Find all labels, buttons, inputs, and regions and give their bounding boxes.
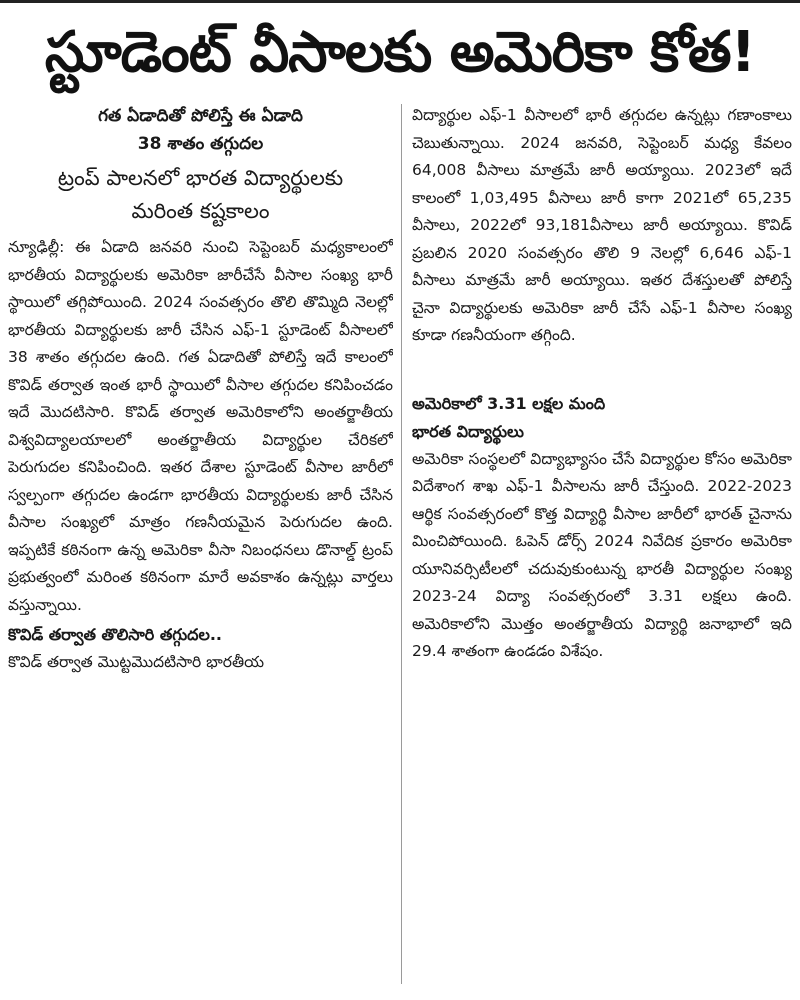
deck-line-2: 38 శాతం తగ్గుదల <box>137 134 264 154</box>
deck-line-1: గత ఏడాదితో పోలిస్తే ఈ ఏడాది <box>98 106 303 126</box>
left-column <box>8 102 393 992</box>
section-subhead-2-line-1: అమెరికాలో 3.31 లక్షల మంది <box>412 393 606 413</box>
section-subhead-2-line-2: భారత విద్యార్థులు <box>412 421 524 441</box>
deck-subtitle <box>8 162 393 228</box>
headline: స్టూడెంట్ వీసాలకు అమెరికా కోత! <box>44 20 756 85</box>
section-subhead: కొవిడ్ తర్వాత తొలిసారి తగ్గుదల.. <box>8 625 222 644</box>
deck-subtitle-line-2: మరింత కష్టకాలం <box>131 199 270 223</box>
continued-paragraph: విద్యార్థుల ఎఫ్-1 వీసాలలో భారీ తగ్గుదల ఉన్నట్లు గణాంకాలు చెబుతున్నాయి. 2024 జనవరి, సెప్టెంబర్ మధ్య కేవలం 64,008 వీసాలు మాత్రమే జారీ అయ్యాయి. 2023లో ఇదే కాలంలో 1,03,495 వీసాలు జారీ కాగా 2021లో 65,235 వీసాలు, 2022లో 93,181వీసాలు జారీ అయ్యాయి. కొవిడ్ ప్రబలిన 2020 సంవత్సరం తొలి 9 నెలల్లో 6,646 ఎఫ్-1 వీసాలు మాత్రమే జారీ అయ్యాయి. ఇతర దేశస్తులతో పోలిస్తే చైనా విద్యార్థులకు అమెరికా జారీ చేసే ఎఫ్-1 వీసాల సంఖ్య కూడా గణనీయంగా తగ్గింది. <box>412 106 792 344</box>
lead-paragraph: న్యూఢిల్లీ: ఈ ఏడాది జనవరి నుంచి సెప్టెంబర్ మధ్యకాలంలో భారతీయ విద్యార్థులకు అమెరికా జారీచేసే వీసాల సంఖ్య భారీ స్థాయిలో తగ్గిపోయింది. 2024 సంవత్సరం తొలి తొమ్మిది నెలల్లో భారతీయ విద్యార్థులకు జారీ చేసిన ఎఫ్-1 స్టూడెంట్ వీసాలలో 38 శాతం తగ్గుదల ఉంది. గత ఏడాదితో పోలిస్తే ఇదే కాలంలో కొవిడ్ తర్వాత ఇంత భారీ స్థాయిలో వీసాల తగ్గుదల కనిపించడం ఇదే మొదటిసారి. కొవిడ్ తర్వాత అమెరికాలోని అంతర్జాతీయ విశ్వవిద్యాలయాలలో అంతర్జాతీయ విద్యార్థుల చేరికలో పెరుగుదల కనిపించింది. ఇతర దేశాల స్టూడెంట్ వీసాల జారీలో స్వల్పంగా తగ్గుదల ఉండగా భారతీయ విద్యార్థులకు జారీ చేసిన వీసాల సంఖ్యలో మాత్రం గణనీయమైన పెరుగుదల ఉంది. ఇప్పటికే కఠినంగా ఉన్న అమెరికా వీసా నిబంధనలు డొనాల్డ్ ట్రంప్ ప్రభుత్వంలో మరింత కఠినంగా మారే అవకాశం ఉన్నట్లు వార్తలు వస్తున్నాయి. <box>8 238 393 614</box>
section-subhead-2 <box>412 390 792 446</box>
section-paragraph-2: అమెరికా సంస్థలలో విద్యాభ్యాసం చేసే విద్యార్థుల కోసం అమెరికా విదేశాంగ శాఖ ఎఫ్-1 వీసాలను జారీ చేస్తుంది. 2022-2023 ఆర్థిక సంవత్సరంలో కొత్త విద్యార్థి వీసాల జారీలో భారత్ చైనాను మించిపోయింది. ఓపెన్ డోర్స్ 2024 నివేదిక ప్రకారం అమెరికా యూనివర్సిటీలలో చదువుకుంటున్న భారతీ విద్యార్థుల సంఖ్య 2023-24 విద్యా సంవత్సరంలో 3.31 లక్షలు ఉంది. అమెరికాలోని మొత్తం అంతర్జాతీయ విద్యార్థి జనాభాలో ఇది 29.4 శాతంగా ఉండడం విశేషం. <box>412 449 792 660</box>
deck-subtitle-line-1: ట్రంప్ పాలనలో భారత విద్యార్థులకు <box>57 166 344 190</box>
column-divider <box>401 104 402 984</box>
section-paragraph-start: కొవిడ్ తర్వాత మొట్టమొదటిసారి భారతీయ <box>8 653 265 671</box>
top-rule <box>0 0 800 3</box>
right-column <box>412 102 792 992</box>
